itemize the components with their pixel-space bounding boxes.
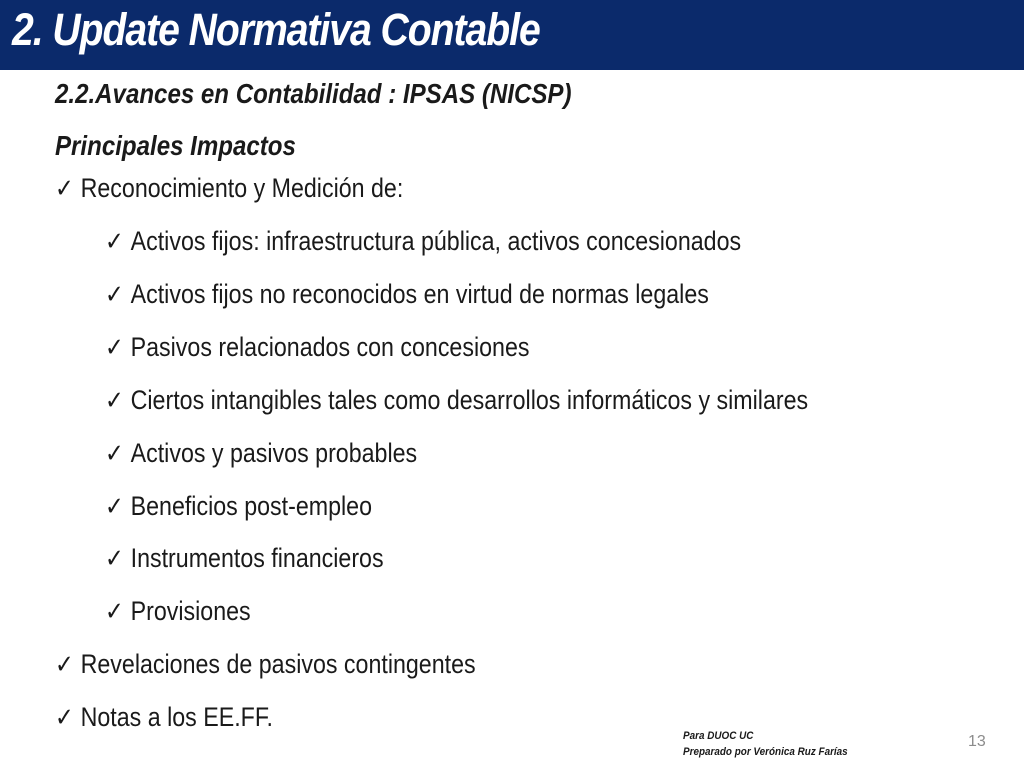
checkmark-icon: ✓: [55, 173, 74, 203]
footer-line-1: Para DUOC UC: [683, 730, 754, 742]
checkmark-icon: ✓: [105, 385, 124, 415]
bullet-text: Beneficios post-empleo: [130, 491, 372, 521]
bullet-text: Pasivos relacionados con concesiones: [130, 332, 530, 362]
checkmark-icon: ✓: [55, 649, 74, 679]
bullet-text: Activos y pasivos probables: [130, 438, 418, 468]
section-heading: Principales Impactos: [55, 130, 296, 161]
sub-bullet-item: [105, 332, 529, 363]
sub-bullet-item: [105, 226, 741, 257]
slide-subtitle: 2.2.Avances en Contabilidad : IPSAS (NICSP): [55, 78, 572, 109]
sub-bullet-item: [105, 543, 384, 574]
sub-bullet-item: [105, 279, 709, 310]
page-number: 13: [968, 733, 986, 750]
bullet-text: Ciertos intangibles tales como desarrollos informáticos y similares: [130, 385, 809, 415]
sub-bullet-item: [105, 596, 251, 627]
title-bar: [0, 0, 1024, 70]
bullet-item: [55, 173, 403, 204]
sub-bullet-item: [105, 385, 808, 416]
checkmark-icon: ✓: [105, 279, 124, 309]
footer-credit: [683, 728, 848, 760]
bullet-text: Reconocimiento y Medición de:: [80, 173, 404, 203]
checkmark-icon: ✓: [55, 702, 74, 732]
bullet-text: Activos fijos no reconocidos en virtud de normas legales: [130, 279, 709, 309]
bullet-text: Activos fijos: infraestructura pública, activos concesionados: [130, 226, 742, 256]
checkmark-icon: ✓: [105, 491, 124, 521]
sub-bullet-item: [105, 491, 372, 522]
bullet-text: Provisiones: [130, 596, 251, 626]
checkmark-icon: ✓: [105, 596, 124, 626]
bullet-item: [55, 702, 273, 733]
checkmark-icon: ✓: [105, 226, 124, 256]
checkmark-icon: ✓: [105, 332, 124, 362]
bullet-text: Notas a los EE.FF.: [80, 702, 273, 732]
bullet-text: Revelaciones de pasivos contingentes: [80, 649, 476, 679]
checkmark-icon: ✓: [105, 543, 124, 573]
bullet-item: [55, 649, 476, 680]
slide-title: 2. Update Normativa Contable: [12, 4, 540, 55]
footer-line-2: Preparado por Verónica Ruz Farías: [683, 746, 848, 758]
checkmark-icon: ✓: [105, 438, 124, 468]
bullet-text: Instrumentos financieros: [130, 543, 384, 573]
sub-bullet-item: [105, 438, 417, 469]
